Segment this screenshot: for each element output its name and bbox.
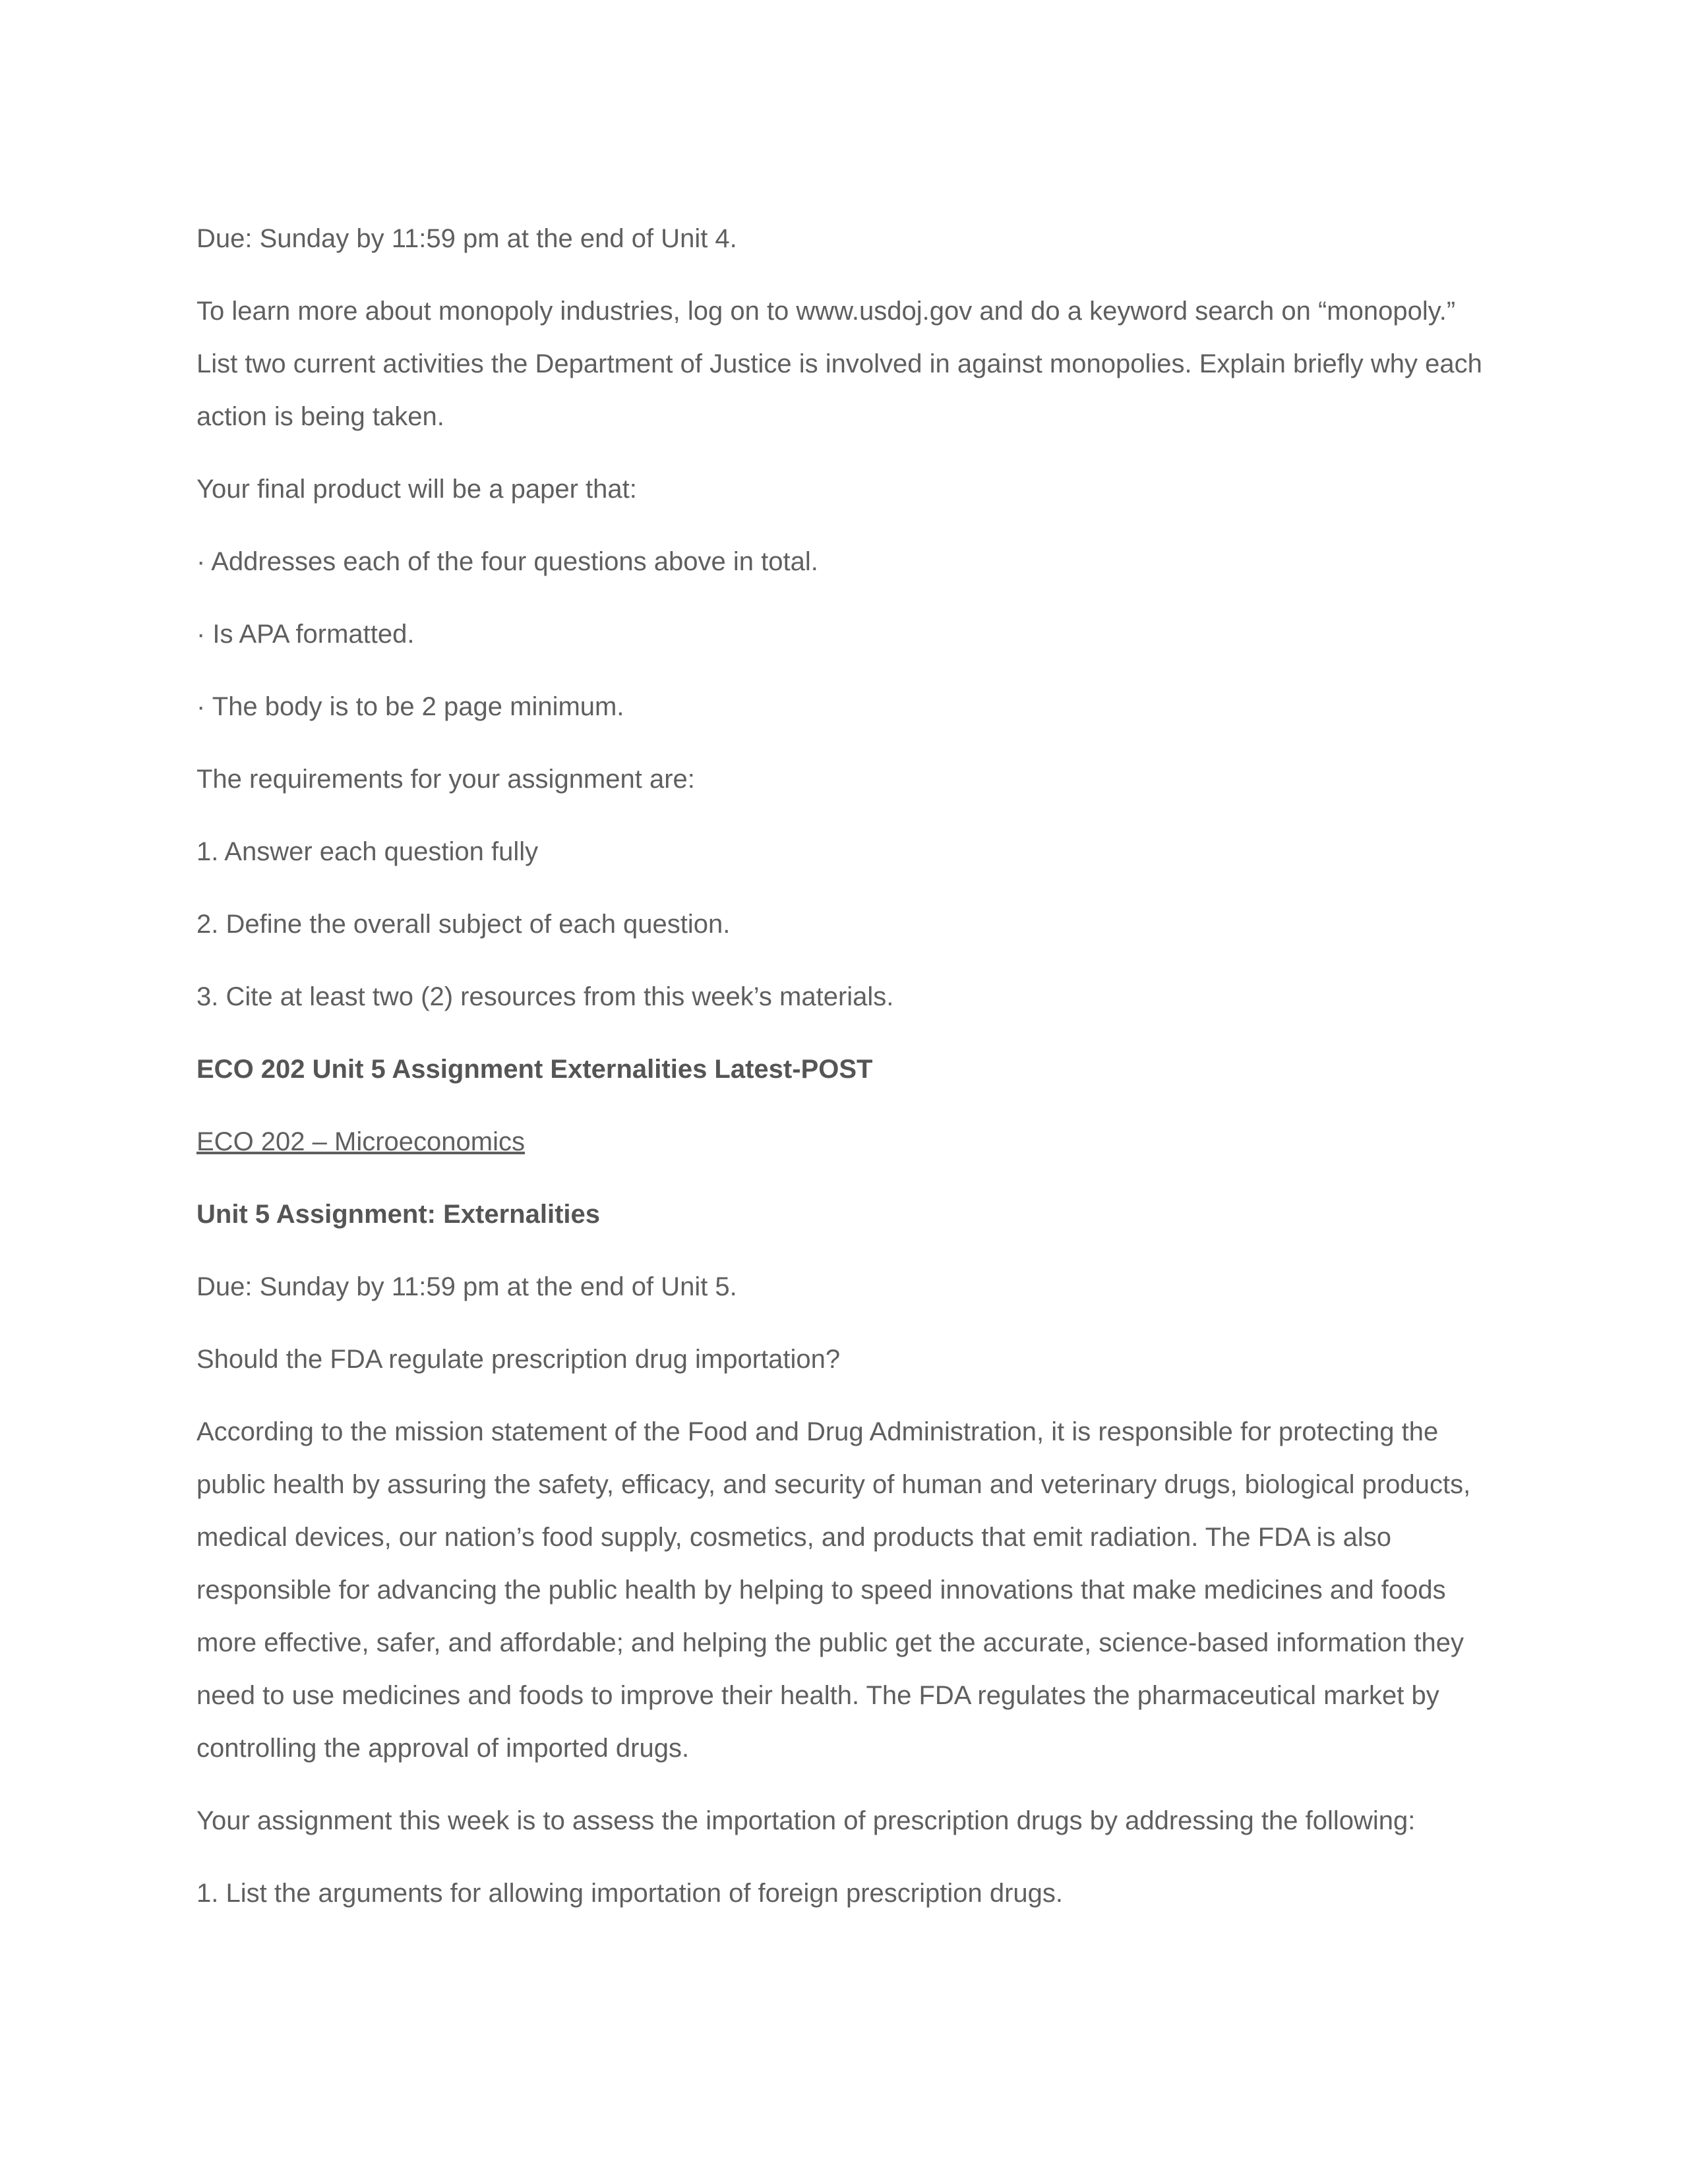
requirements-intro: The requirements for your assignment are: — [196, 765, 695, 794]
fda-question: Should the FDA regulate prescription drug importation? — [196, 1345, 841, 1374]
requirement-item-1: 1. Answer each question fully — [196, 837, 539, 866]
due-date-unit4: Due: Sunday by 11:59 pm at the end of Unit 4. — [196, 224, 737, 253]
assignment-item-1: 1. List the arguments for allowing importation of foreign prescription drugs. — [196, 1879, 1064, 1908]
course-link[interactable]: ECO 202 – Microeconomics — [196, 1127, 525, 1156]
unit5-assignment-title: ECO 202 Unit 5 Assignment Externalities Latest-POST — [196, 1055, 873, 1084]
document-page — [196, 212, 1489, 1939]
monopoly-prompt: To learn more about monopoly industries, log on to www.usdoj.gov and do a keyword search on “monopoly.” List two current activities the Department of Justice is involved in against monopolies. Explain briefly why each action is being taken. — [196, 297, 1482, 431]
due-date-unit5: Due: Sunday by 11:59 pm at the end of Unit 5. — [196, 1272, 737, 1301]
unit5-assignment-subtitle: Unit 5 Assignment: Externalities — [196, 1200, 600, 1229]
final-product-item-apa-addresses: · Addresses each of the four questions above in total. — [196, 547, 818, 576]
requirement-item-3: 3. Cite at least two (2) resources from this week’s materials. — [196, 982, 894, 1011]
final-product-item-apa-format: · Is APA formatted. — [196, 620, 415, 649]
fda-mission-paragraph: According to the mission statement of the Food and Drug Administration, it is responsible for protecting the public health by assuring the safety, efficacy, and security of human and veterinary drugs, biological products, medical devices, our nation’s food supply, cosmetics, and products that emit radiation. The FDA is also responsible for advancing the public health by helping to speed innovations that make medicines and foods more effective, safer, and affordable; and helping the public get the accurate, science-based information they need to use medicines and foods to improve their health. The FDA regulates the pharmaceutical market by controlling the approval of imported drugs. — [196, 1417, 1471, 1763]
final-product-intro: Your final product will be a paper that: — [196, 475, 637, 504]
final-product-item-length: · The body is to be 2 page minimum. — [196, 692, 624, 721]
assignment-intro: Your assignment this week is to assess the importation of prescription drugs by addressing the following: — [196, 1806, 1416, 1835]
requirement-item-2: 2. Define the overall subject of each question. — [196, 910, 731, 939]
